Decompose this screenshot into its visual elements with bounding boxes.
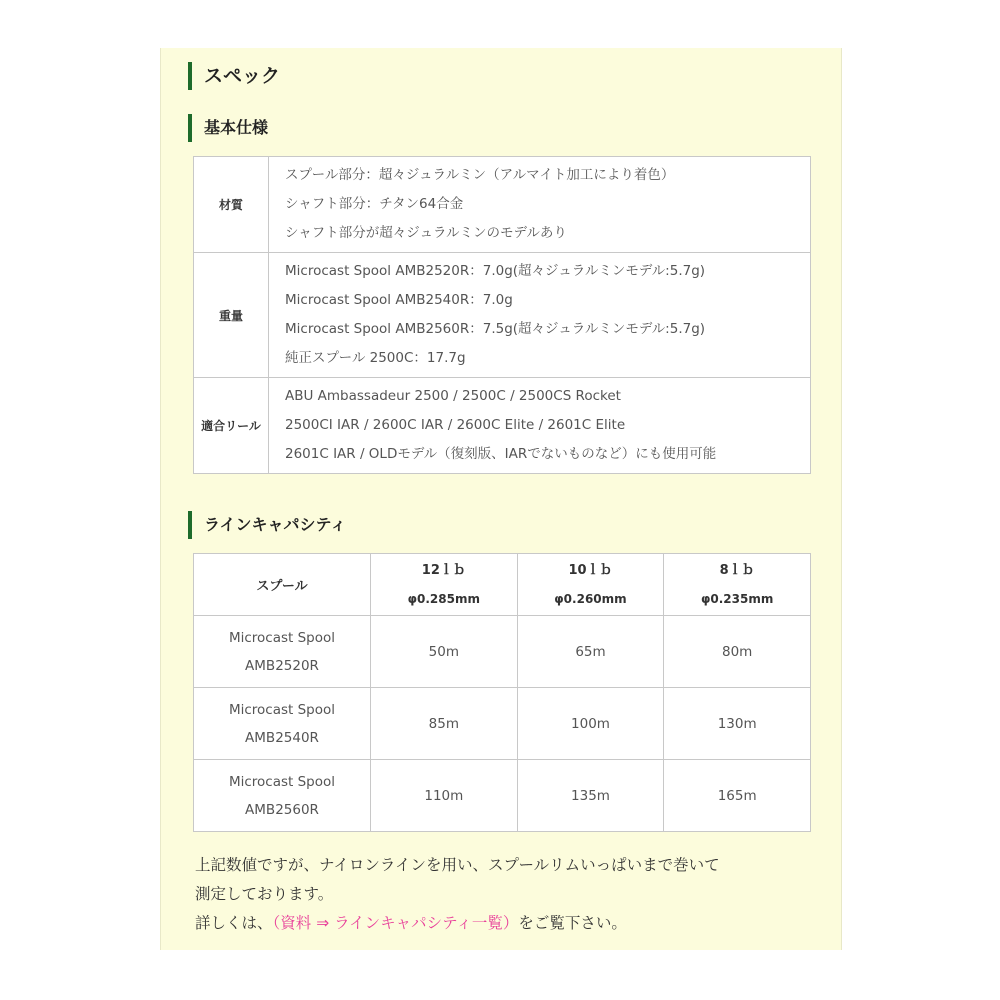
note-suffix: をご覧下さい。 [518, 914, 627, 932]
line-diameter: φ0.285mm [407, 591, 480, 606]
spool-name-cell [194, 616, 371, 688]
capacity-value: 165m [664, 760, 811, 832]
note-prefix: 詳しくは、 [195, 914, 273, 932]
capacity-column-header [517, 554, 664, 616]
spec-line: 2601C IAR / OLDモデル（復刻版、IARでないものなど）にも使用可能 [285, 446, 717, 462]
note-line-1: 上記数値ですが、ナイロンラインを用い、スプールリムいっぱいまで巻いて [195, 856, 720, 874]
line-diameter: φ0.235mm [700, 591, 774, 606]
spec-value-material [269, 157, 811, 253]
spool-model: AMB2540R [245, 729, 319, 746]
basic-spec-heading: 基本仕様 [188, 114, 268, 142]
table-row [194, 616, 811, 688]
line-weight: 8ｌｂ [719, 562, 755, 578]
spec-line: シャフト部分：チタン64合金 [285, 196, 464, 212]
spool-name-cell [194, 760, 371, 832]
spec-line: Microcast Spool AMB2540R：7.0g [285, 292, 513, 308]
spool-name-cell [194, 688, 371, 760]
capacity-value: 130m [664, 688, 811, 760]
spool-name: Microcast Spool [228, 629, 336, 646]
spec-value-weight [269, 253, 811, 378]
capacity-note [195, 851, 825, 938]
spec-row-weight [194, 253, 811, 378]
spec-heading: スペック [188, 62, 280, 90]
spec-value-reel [269, 378, 811, 474]
spec-label-material: 材質 [194, 157, 269, 253]
spec-line: ABU Ambassadeur 2500 / 2500C / 2500CS Rocket [285, 388, 621, 404]
spool-name: Microcast Spool [228, 701, 336, 718]
spec-label-weight: 重量 [194, 253, 269, 378]
table-row [194, 688, 811, 760]
spec-line: 純正スプール 2500C：17.7g [285, 350, 466, 366]
spec-line: 2500CI IAR / 2600C IAR / 2600C Elite / 2601C Elite [285, 417, 626, 433]
line-weight: 12ｌｂ [421, 562, 466, 578]
line-capacity-table [193, 553, 811, 832]
spool-model: AMB2560R [245, 801, 319, 818]
spec-line: Microcast Spool AMB2520R：7.0g(超々ジュラルミンモデル:5.7g) [285, 263, 706, 279]
capacity-value: 135m [517, 760, 664, 832]
capacity-column-header [371, 554, 518, 616]
line-capacity-list-link[interactable]: （資料 ⇒ ラインキャパシティ一覧） [272, 914, 519, 932]
spec-panel [160, 48, 842, 950]
spec-label-reel: 適合リール [194, 378, 269, 474]
capacity-value: 80m [664, 616, 811, 688]
spec-line: Microcast Spool AMB2560R：7.5g(超々ジュラルミンモデル:5.7g) [285, 321, 706, 337]
spool-header: スプール [194, 554, 371, 616]
spool-model: AMB2520R [245, 657, 319, 674]
basic-spec-table [193, 156, 811, 474]
note-line-2: 測定しております。 [195, 885, 334, 903]
note-line-3 [195, 909, 825, 938]
spec-line: スプール部分：超々ジュラルミン（アルマイト加工により着色） [285, 167, 675, 183]
line-weight: 10ｌｂ [568, 562, 613, 578]
capacity-header-row [194, 554, 811, 616]
spec-row-reel [194, 378, 811, 474]
capacity-column-header [664, 554, 811, 616]
capacity-value: 50m [371, 616, 518, 688]
capacity-value: 110m [371, 760, 518, 832]
capacity-value: 85m [371, 688, 518, 760]
table-row [194, 760, 811, 832]
spool-name: Microcast Spool [228, 773, 336, 790]
capacity-value: 100m [517, 688, 664, 760]
capacity-value: 65m [517, 616, 664, 688]
line-capacity-heading: ラインキャパシティ [188, 511, 346, 539]
spec-line: シャフト部分が超々ジュラルミンのモデルあり [285, 225, 567, 241]
line-diameter: φ0.260mm [554, 591, 627, 606]
spec-row-material [194, 157, 811, 253]
